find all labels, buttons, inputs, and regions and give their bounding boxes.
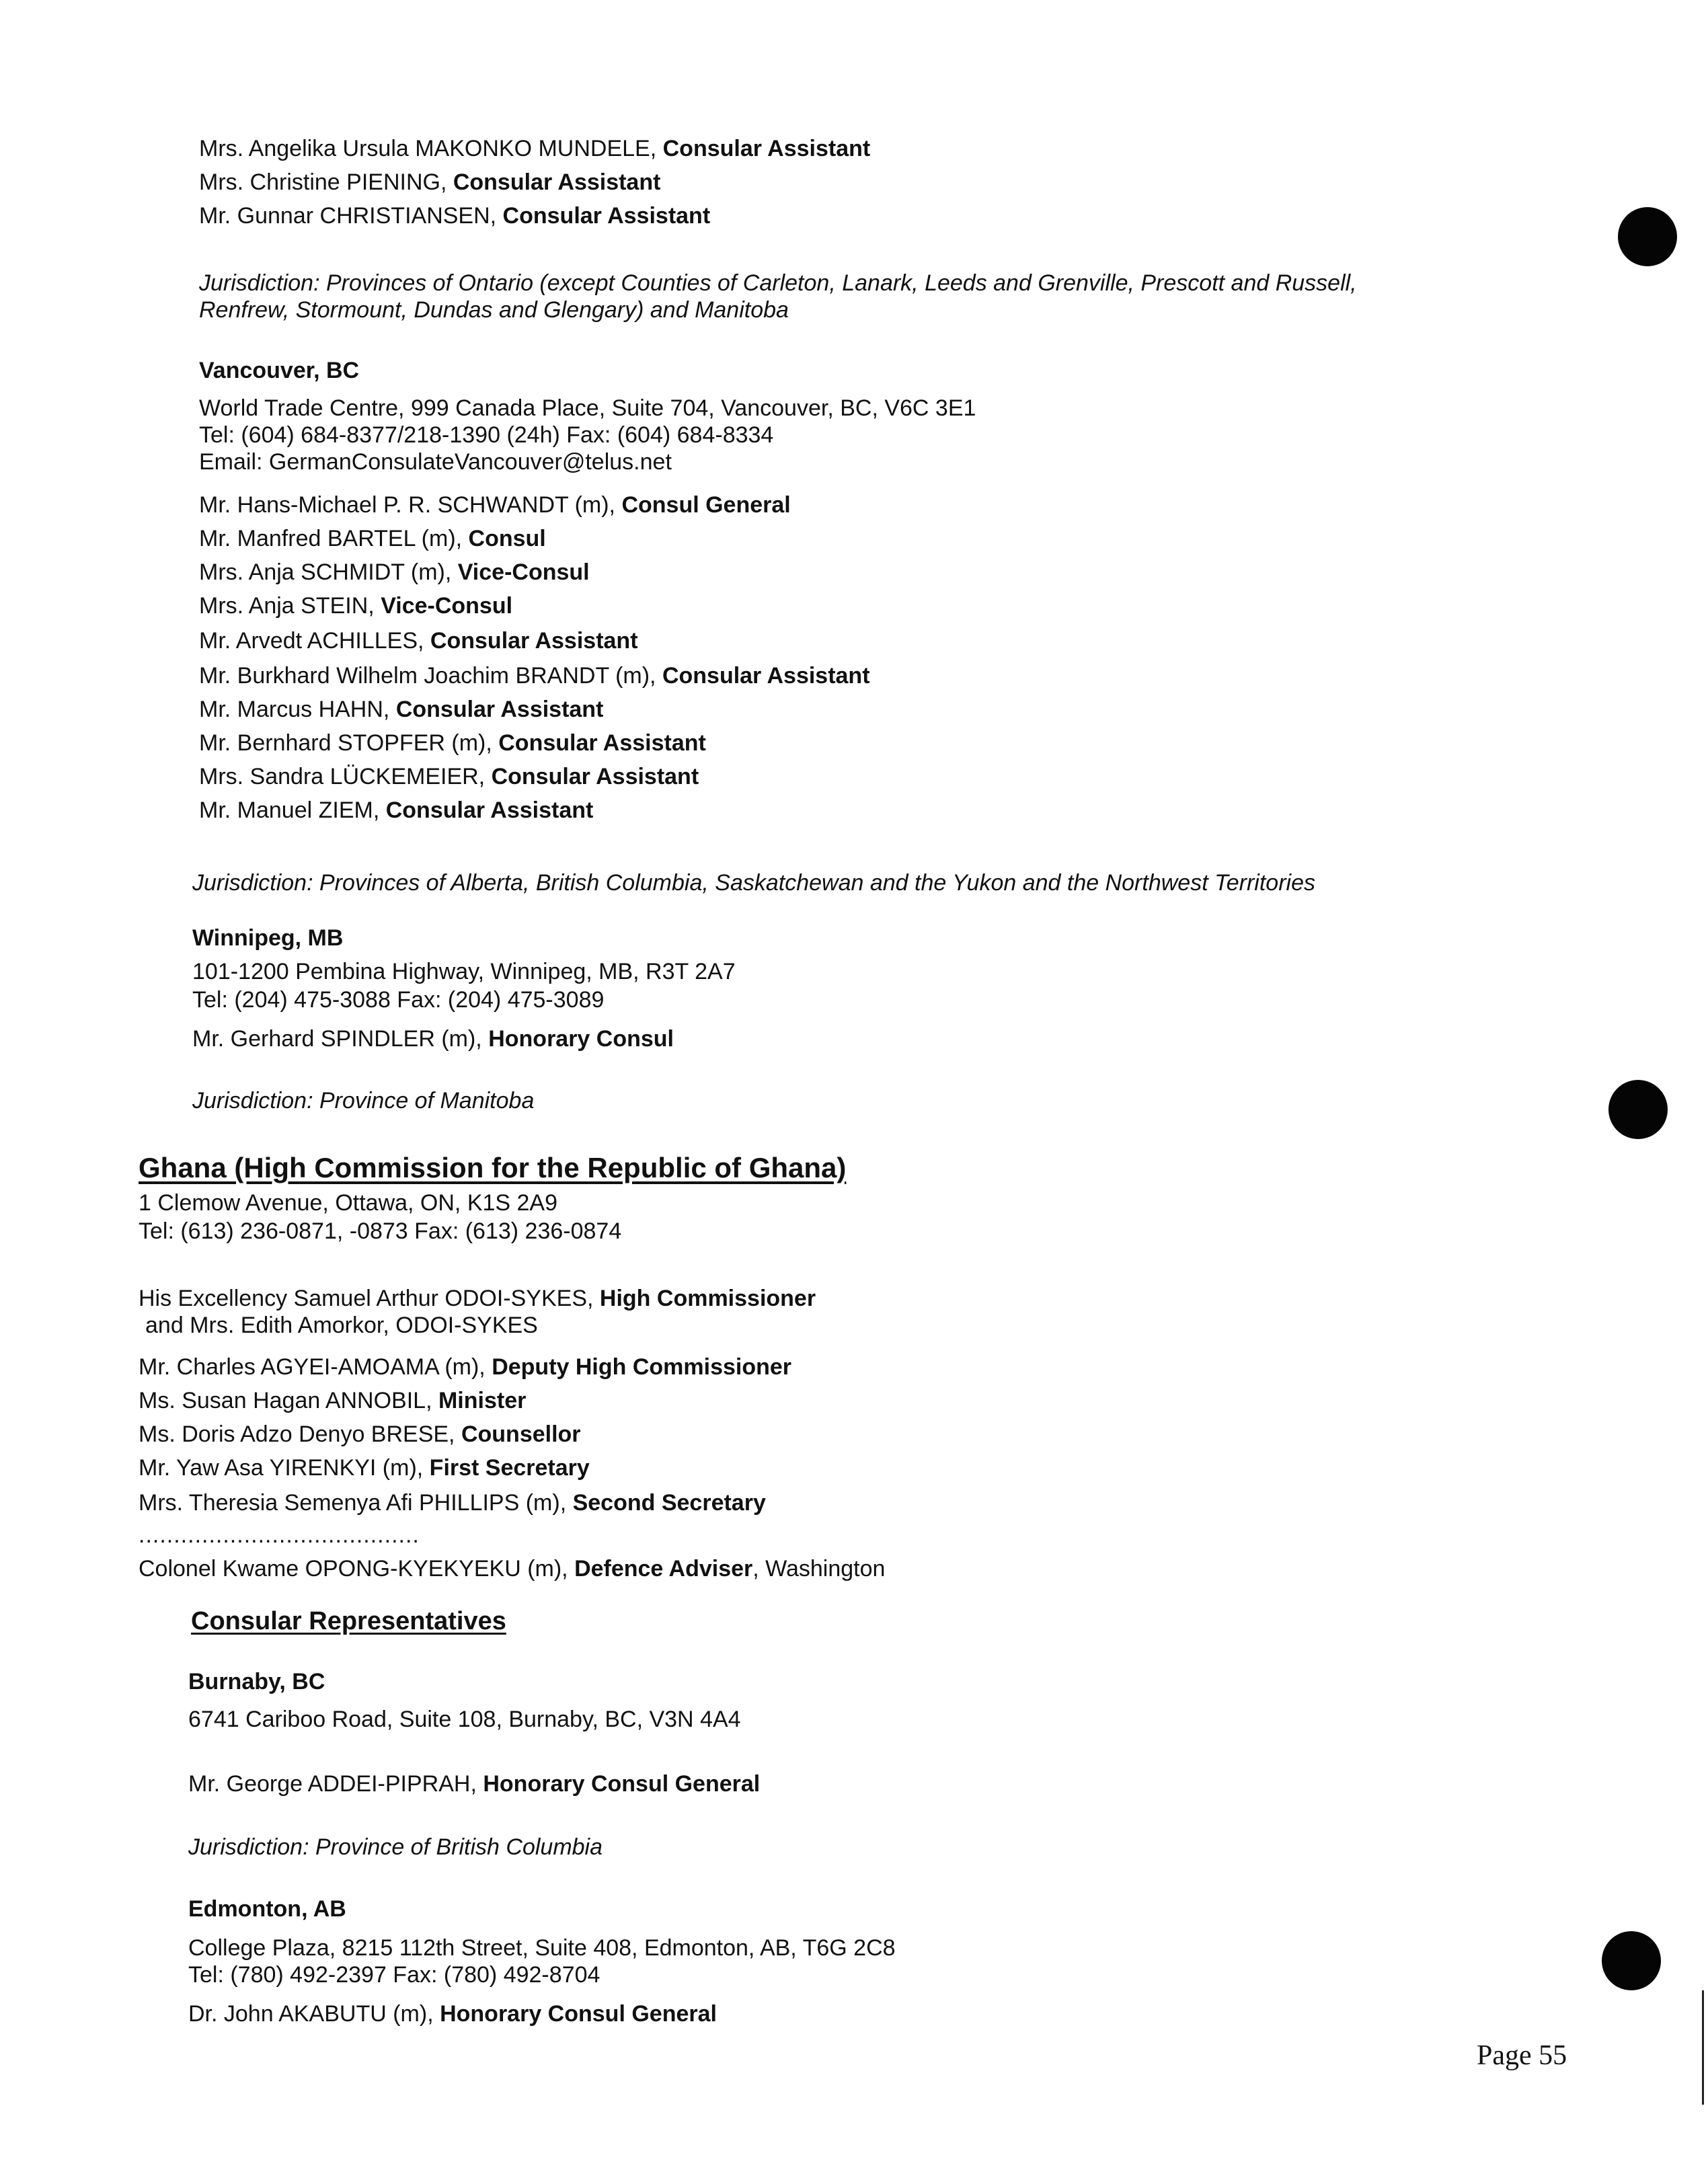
country-heading-ghana: Ghana (High Commission for the Republic of Ghana): [139, 1152, 847, 1183]
page-number: Page 55: [1477, 2040, 1567, 2071]
staff-entry: Mrs. Sandra LÜCKEMEIER, Consular Assistant: [199, 764, 699, 789]
staff-entry: Mrs. Angelika Ursula MAKONKO MUNDELE, Consular Assistant: [199, 136, 871, 161]
phone-fax: Tel: (604) 684-8377/218-1390 (24h) Fax: (604) 684-8334: [199, 422, 774, 448]
email: Email: GermanConsulateVancouver@telus.net: [199, 449, 672, 475]
staff-entry: Mrs. Anja STEIN, Vice-Consul: [199, 593, 513, 619]
punch-hole-bottom: [1602, 1931, 1661, 1990]
head-of-mission: His Excellency Samuel Arthur ODOI-SYKES, High Commissioner: [139, 1286, 816, 1311]
staff-entry: Mr. Marcus HAHN, Consular Assistant: [199, 697, 604, 722]
staff-entry: Mr. Arvedt ACHILLES, Consular Assistant: [199, 628, 638, 654]
staff-entry: Mr. Burkhard Wilhelm Joachim BRANDT (m), Consular Assistant: [199, 663, 870, 689]
address: 6741 Cariboo Road, Suite 108, Burnaby, BC, V3N 4A4: [188, 1707, 741, 1732]
staff-entry: Mr. Charles AGYEI-AMOAMA (m), Deputy High Commissioner: [139, 1354, 792, 1380]
staff-entry: Mr. George ADDEI-PIPRAH, Honorary Consul General: [188, 1771, 761, 1797]
staff-entry: Mrs. Theresia Semenya Afi PHILLIPS (m), Second Secretary: [139, 1490, 766, 1516]
jurisdiction-line: Jurisdiction: Provinces of Ontario (except Counties of Carleton, Lanark, Leeds and Grenville, Prescott and Russell,: [199, 270, 1357, 296]
city-heading-burnaby: Burnaby, BC: [188, 1669, 325, 1694]
phone-fax: Tel: (780) 492-2397 Fax: (780) 492-8704: [188, 1962, 600, 1988]
staff-entry: Mr. Yaw Asa YIRENKYI (m), First Secretary: [139, 1455, 590, 1481]
phone-fax: Tel: (613) 236-0871, -0873 Fax: (613) 236-0874: [139, 1218, 622, 1244]
staff-entry: Dr. John AKABUTU (m), Honorary Consul General: [188, 2001, 717, 2027]
consular-representatives-heading: Consular Representatives: [191, 1607, 506, 1635]
jurisdiction-line: Jurisdiction: Province of British Columbia: [188, 1834, 603, 1860]
address: 1 Clemow Avenue, Ottawa, ON, K1S 2A9: [139, 1190, 558, 1216]
page-edge-mark: [1702, 1990, 1704, 2105]
jurisdiction-line: Jurisdiction: Province of Manitoba: [192, 1088, 535, 1114]
staff-entry: Ms. Doris Adzo Denyo BRESE, Counsellor: [139, 1421, 581, 1447]
jurisdiction-line: Renfrew, Stormount, Dundas and Glengary) and Manitoba: [199, 297, 789, 323]
dotted-separator: ........................................: [139, 1522, 420, 1548]
spouse-entry: and Mrs. Edith Amorkor, ODOI-SYKES: [145, 1313, 538, 1338]
staff-entry: Mrs. Anja SCHMIDT (m), Vice-Consul: [199, 559, 590, 585]
phone-fax: Tel: (204) 475-3088 Fax: (204) 475-3089: [192, 987, 605, 1013]
city-heading-edmonton: Edmonton, AB: [188, 1896, 346, 1922]
staff-entry: Mr. Manfred BARTEL (m), Consul: [199, 526, 546, 551]
staff-entry: Mr. Gunnar CHRISTIANSEN, Consular Assistant: [199, 203, 711, 229]
address: World Trade Centre, 999 Canada Place, Suite 704, Vancouver, BC, V6C 3E1: [199, 395, 976, 421]
staff-entry: Mr. Bernhard STOPFER (m), Consular Assistant: [199, 730, 706, 756]
staff-entry-defence: Colonel Kwame OPONG-KYEKYEKU (m), Defence Adviser, Washington: [139, 1556, 886, 1582]
address: 101-1200 Pembina Highway, Winnipeg, MB, R3T 2A7: [192, 959, 736, 984]
staff-entry: Mr. Gerhard SPINDLER (m), Honorary Consul: [192, 1026, 674, 1052]
jurisdiction-line: Jurisdiction: Provinces of Alberta, British Columbia, Saskatchewan and the Yukon and the Northwest Territories: [192, 870, 1315, 896]
address: College Plaza, 8215 112th Street, Suite 408, Edmonton, AB, T6G 2C8: [188, 1935, 896, 1961]
staff-entry: Mr. Hans-Michael P. R. SCHWANDT (m), Consul General: [199, 492, 791, 518]
punch-hole-top: [1618, 207, 1677, 266]
staff-entry: Ms. Susan Hagan ANNOBIL, Minister: [139, 1388, 527, 1413]
staff-entry: Mrs. Christine PIENING, Consular Assistant: [199, 169, 661, 195]
city-heading-vancouver: Vancouver, BC: [199, 358, 360, 383]
staff-entry: Mr. Manuel ZIEM, Consular Assistant: [199, 797, 594, 823]
city-heading-winnipeg: Winnipeg, MB: [192, 925, 344, 951]
punch-hole-middle: [1608, 1080, 1668, 1139]
